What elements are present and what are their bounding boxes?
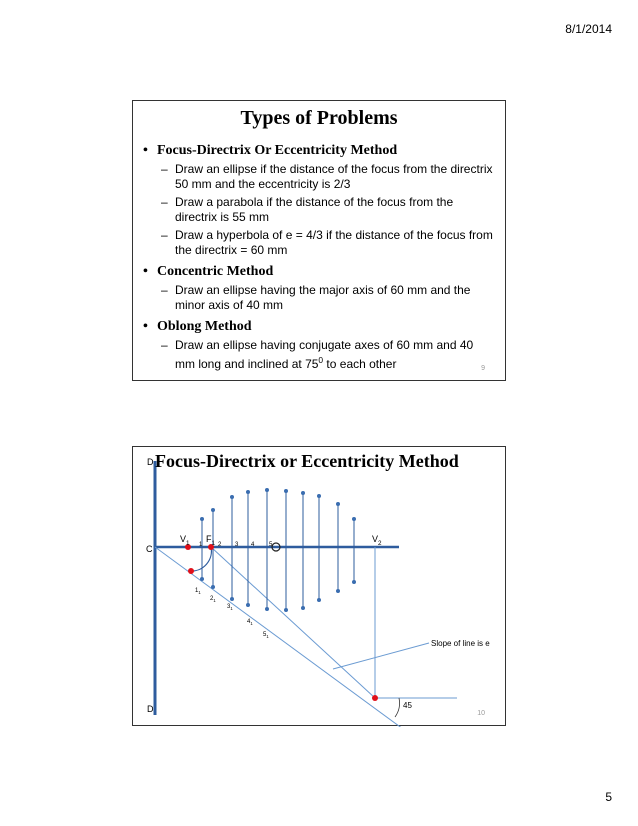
projection-label-5-sub: 1 bbox=[266, 634, 269, 640]
ellipse-point bbox=[284, 489, 288, 493]
dash: – bbox=[161, 228, 168, 242]
angle-arc bbox=[395, 698, 400, 717]
ellipse-point bbox=[301, 606, 305, 610]
bullet-heading: Focus-Directrix Or Eccentricity Method bbox=[157, 143, 398, 158]
label-f1-sub: 1 bbox=[211, 539, 216, 547]
ellipse-point bbox=[317, 494, 321, 498]
ellipse-point bbox=[284, 608, 288, 612]
slope-leader-line bbox=[333, 643, 429, 669]
sub-item bbox=[141, 338, 493, 372]
sub-item bbox=[141, 195, 493, 225]
sub-text: Draw an ellipse having conjugate axes of 60 mm and 40 mm long and inclined at 75 bbox=[175, 338, 474, 371]
division-label-3: 3 bbox=[235, 542, 239, 548]
projection-label-2-sub: 1 bbox=[213, 598, 216, 604]
sub-text: Draw a hyperbola of e = 4/3 if the distance of the focus from the directrix = 60 mm bbox=[175, 228, 493, 257]
ellipse-point bbox=[246, 490, 250, 494]
slope-annotation: Slope of line is e bbox=[431, 639, 490, 648]
bullet-dot: • bbox=[143, 143, 148, 158]
sub-item bbox=[141, 228, 493, 258]
sub-item bbox=[141, 162, 493, 192]
focus-arc bbox=[190, 547, 211, 571]
focus-ray-line bbox=[211, 547, 375, 698]
label-c: C bbox=[146, 544, 153, 554]
label-d-top: D bbox=[147, 457, 154, 467]
projection-label-5 bbox=[263, 631, 269, 641]
projection-label-2-main: 2 bbox=[210, 596, 214, 602]
ellipse-point bbox=[211, 508, 215, 512]
bullet-focus-directrix bbox=[141, 143, 493, 159]
degree-superscript: 0 bbox=[318, 355, 324, 365]
projection-label-1 bbox=[195, 587, 201, 597]
bullet-oblong bbox=[141, 319, 493, 335]
ellipse-point bbox=[336, 502, 340, 506]
slide-number: 9 bbox=[481, 365, 485, 372]
label-f1-main: F bbox=[206, 534, 212, 544]
dash: – bbox=[161, 283, 168, 297]
slide-focus-directrix-diagram bbox=[132, 446, 506, 726]
ellipse-point bbox=[336, 589, 340, 593]
ellipse-point bbox=[265, 488, 269, 492]
label-d-bottom: D bbox=[147, 704, 154, 714]
bullet-dot: • bbox=[143, 319, 148, 334]
lower-red-point bbox=[188, 568, 194, 574]
ellipse-point bbox=[200, 517, 204, 521]
sub-text: Draw an ellipse having the major axis of 60 mm and the minor axis of 40 mm bbox=[175, 283, 471, 312]
projection-label-3-sub: 1 bbox=[230, 606, 233, 612]
ellipse-point bbox=[246, 603, 250, 607]
dash: – bbox=[161, 162, 168, 176]
label-f1 bbox=[206, 535, 215, 548]
slope-line bbox=[155, 547, 403, 727]
slide-title: Focus-Directrix or Eccentricity Method bbox=[155, 451, 459, 471]
label-v2-main: V bbox=[372, 534, 379, 544]
bullet-concentric bbox=[141, 264, 493, 280]
ellipse-point bbox=[211, 585, 215, 589]
ellipse-point bbox=[317, 598, 321, 602]
projection-label-3-main: 3 bbox=[227, 604, 231, 610]
bullet-heading: Oblong Method bbox=[157, 319, 252, 334]
ellipse-point bbox=[230, 597, 234, 601]
ellipse-point bbox=[230, 495, 234, 499]
division-label-2: 2 bbox=[218, 542, 222, 548]
sub-text: Draw an ellipse if the distance of the focus from the directrix 50 mm and the eccentricity is 2/3 bbox=[175, 162, 493, 191]
sub-text: Draw a parabola if the distance of the focus from the directrix is 55 mm bbox=[175, 195, 454, 224]
projection-label-4 bbox=[247, 618, 253, 628]
ellipse-point bbox=[352, 517, 356, 521]
label-v1 bbox=[180, 535, 190, 548]
slide-number: 10 bbox=[477, 710, 485, 717]
division-label-1: 1 bbox=[199, 542, 203, 548]
bullet-dot: • bbox=[143, 264, 148, 279]
projection-label-3 bbox=[227, 603, 233, 613]
slide-body bbox=[141, 137, 493, 372]
slope-red-point bbox=[372, 695, 378, 701]
ellipse-point bbox=[301, 491, 305, 495]
division-label-5: 5 bbox=[269, 542, 273, 548]
projection-label-4-main: 4 bbox=[247, 619, 251, 625]
division-label-4: 4 bbox=[251, 542, 255, 548]
slide-types-of-problems bbox=[132, 100, 506, 381]
ellipse-point bbox=[200, 577, 204, 581]
angle-label: 45 bbox=[403, 701, 412, 710]
page-number: 5 bbox=[605, 790, 612, 804]
projection-label-1-sub: 1 bbox=[198, 590, 201, 596]
label-v1-main: V bbox=[180, 534, 187, 544]
projection-label-4-sub: 1 bbox=[250, 621, 253, 627]
construction-diagram bbox=[133, 447, 507, 727]
ellipse-point bbox=[352, 580, 356, 584]
sub-item bbox=[141, 283, 493, 313]
projection-label-1-main: 1 bbox=[195, 588, 199, 594]
dash: – bbox=[161, 338, 168, 352]
ellipse-point bbox=[265, 607, 269, 611]
sub-text-end: to each other bbox=[323, 357, 397, 371]
projection-label-5-main: 5 bbox=[263, 632, 267, 638]
label-v2 bbox=[372, 535, 382, 548]
projection-label-2 bbox=[210, 595, 216, 605]
dash: – bbox=[161, 195, 168, 209]
page-date: 8/1/2014 bbox=[565, 22, 612, 36]
bullet-heading: Concentric Method bbox=[157, 264, 274, 279]
slide-title: Types of Problems bbox=[240, 107, 398, 129]
label-v2-sub: 2 bbox=[378, 539, 382, 547]
label-v1-sub: 1 bbox=[186, 539, 190, 547]
